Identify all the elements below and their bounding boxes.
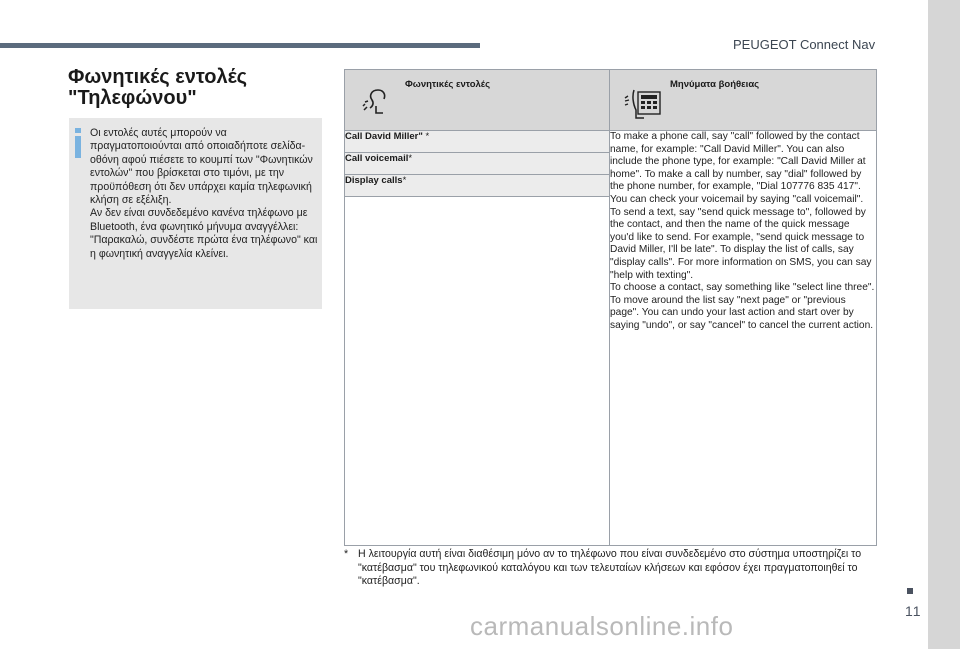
info-paragraph-2: Αν δεν είναι συνδεδεμένο κανένα τηλέφωνο με Bluetooth, ένα φωνητικό μήνυμα αναγγέλλει: "Παρακαλώ, συνδέστε πρώτα ένα τηλέφωνο" και η φωνητική αναγγελία κλείνει. bbox=[90, 207, 318, 260]
help-paragraph-1: To make a phone call, say "call" followed by the contact name, for example: "Call David Miller". You can also include the phone type, for example: "Call David Miller at home". To make a call by number, say "dial" followed by the phone number, for example, "Dial 107776 835 417". You can check your voicemail by saying "call voicemail". To send a text, say "send quick message to", followed by the contact, and then the name of the quick message you'd like to send. For example, "send quick message to David Miller, I'll be late". To display the list of calls, say "display calls". For more information on SMS, you can say "help with texting". bbox=[610, 131, 872, 281]
section-title-line2: "Τηλεφώνου" bbox=[68, 87, 197, 109]
help-paragraph-2: To choose a contact, say something like "select line three". To move around the list say "next page" or "previous page". You can undo your last action and start over by saying "undo", or say "cancel" to cancel the current action. bbox=[610, 282, 875, 331]
info-icon bbox=[75, 128, 81, 158]
page-marker bbox=[907, 588, 913, 594]
header-commands bbox=[345, 70, 610, 131]
info-text bbox=[90, 127, 318, 261]
page-number: 11 bbox=[905, 603, 922, 619]
table-header-row bbox=[345, 70, 877, 131]
help-message-icon bbox=[624, 86, 664, 120]
voice-commands-table bbox=[344, 69, 877, 546]
section-title bbox=[68, 67, 328, 109]
command-footnote-mark: * bbox=[402, 175, 407, 186]
header-help bbox=[610, 70, 877, 131]
watermark: carmanualsonline.info bbox=[470, 611, 734, 641]
info-paragraph-1: Οι εντολές αυτές μπορούν να πραγματοποιούνται από οποιαδήποτε σελίδα-οθόνη αφού πιέσετε το κουμπί των "Φωνητικών εντολών" που βρίσκεται στο τιμόνι, με την προϋπόθεση ότι δεν υπάρχει καμία τηλεφωνική κλήση σε εξέλιξη. bbox=[90, 127, 313, 207]
footnote-asterisk: * bbox=[344, 548, 349, 560]
footnote bbox=[344, 548, 869, 589]
table-row bbox=[345, 131, 877, 153]
info-box bbox=[69, 118, 322, 309]
command-call-voicemail bbox=[345, 153, 610, 175]
header-help-label: Μηνύματα βοήθειας bbox=[670, 79, 760, 90]
header-rule bbox=[0, 43, 480, 48]
header-commands-label: Φωνητικές εντολές bbox=[405, 79, 491, 90]
footnote-text: Η λειτουργία αυτή είναι διαθέσιμη μόνο αν το τηλέφωνο που είναι συνδεδεμένο στο σύστημα υποστηρίζει το "κατέβασμα" του τηλεφωνικού καταλόγου και των τελευταίων κλήσεων και εφόσον έχει πραγματοποιηθεί το "κατέβασμα". bbox=[358, 548, 862, 587]
manual-title: PEUGEOT Connect Nav bbox=[733, 37, 876, 52]
page-edge-band bbox=[928, 0, 960, 649]
command-footnote-mark: * bbox=[422, 131, 430, 142]
command-label: Call David Miller" bbox=[345, 131, 423, 142]
command-label: Display calls bbox=[345, 175, 403, 186]
section-title-line1: Φωνητικές εντολές bbox=[68, 66, 248, 88]
empty-cell bbox=[345, 197, 610, 546]
help-message-cell bbox=[610, 131, 877, 546]
command-footnote-mark: * bbox=[408, 153, 413, 164]
command-label: Call voicemail bbox=[345, 153, 409, 164]
voice-command-icon bbox=[359, 86, 391, 114]
command-call-contact bbox=[345, 131, 610, 153]
command-display-calls bbox=[345, 175, 610, 197]
